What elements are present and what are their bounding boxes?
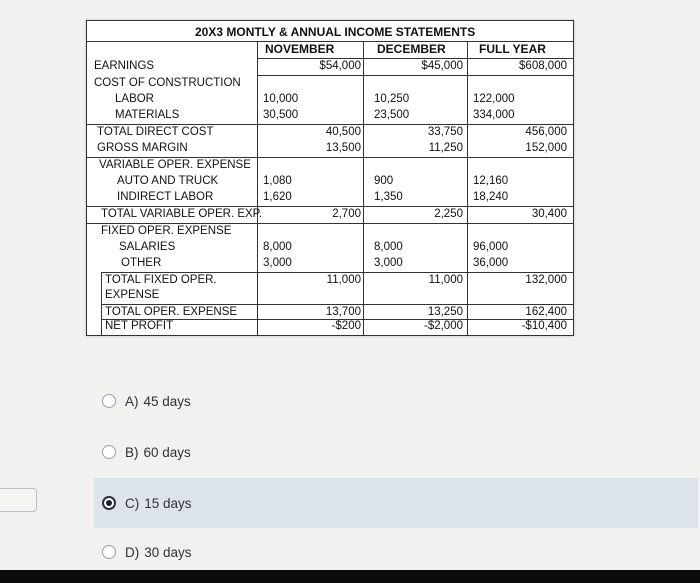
option-a-letter: A) [125,393,139,409]
row-label-labor: LABOR [115,93,154,105]
cell-other-dec: 3,000 [374,257,403,269]
cell-materials-year: 334,000 [473,109,515,121]
option-d-text: 30 days [144,544,192,560]
cell-auto-and-truck-nov: 1,080 [263,175,292,187]
cell-total-fixed-oper-year: 132,000 [525,274,567,286]
option-c[interactable] [102,488,192,518]
option-b-letter: B) [125,444,139,460]
row-label-indirect-labor: INDIRECT LABOR [117,191,214,203]
column-header-december: DECEMBER [377,42,446,56]
collapsed-panel-tab[interactable] [0,488,37,512]
cell-gross-margin-nov: 13,500 [325,142,361,154]
statement-title: 20X3 MONTLY & ANNUAL INCOME STATEMENTS [195,25,476,39]
radio-circle-icon[interactable] [102,394,116,408]
cell-gross-margin-year: 152,000 [525,142,567,154]
column-header-november: NOVEMBER [265,42,335,56]
row-label-other: OTHER [121,257,162,269]
cell-total-oper-expense-year: 162,400 [525,306,567,318]
cell-net-profit-nov: -$200 [331,320,361,332]
cell-other-year: 36,000 [473,257,509,269]
option-a[interactable] [102,386,191,416]
cell-total-direct-cost-dec: 33,750 [427,126,463,138]
option-c-text: 15 days [144,495,192,511]
cell-total-fixed-oper-dec: 11,000 [428,274,463,286]
cell-total-variable-oper-exp-nov: 2,700 [332,208,361,220]
radio-selected-icon[interactable] [102,496,116,510]
row-label-net-profit: NET PROFIT [105,320,174,332]
cell-total-direct-cost-year: 456,000 [525,126,567,138]
row-label-materials: MATERIALS [115,109,180,121]
option-b-text: 60 days [143,444,191,460]
cell-salaries-nov: 8,000 [263,241,292,253]
cell-labor-nov: 10,000 [263,93,299,105]
cell-indirect-labor-dec: 1,350 [374,191,403,203]
cell-other-nov: 3,000 [263,257,292,269]
cell-total-variable-oper-exp-year: 30,400 [531,208,567,220]
cell-net-profit-year: -$10,400 [521,320,567,332]
cell-total-oper-expense-nov: 13,700 [325,306,361,318]
cell-earnings-dec: $45,000 [421,60,463,72]
cell-materials-dec: 23,500 [374,109,410,121]
cell-salaries-dec: 8,000 [374,241,403,253]
cell-total-oper-expense-dec: 13,250 [427,306,463,318]
cell-earnings-nov: $54,000 [319,60,361,72]
option-b[interactable] [102,437,191,467]
row-label-total-oper-expense: TOTAL OPER. EXPENSE [105,306,238,318]
row-label-variable-oper-expense: VARIABLE OPER. EXPENSE [99,159,251,171]
cell-labor-dec: 10,250 [374,93,410,105]
cell-total-variable-oper-exp-dec: 2,250 [434,208,463,220]
cell-salaries-year: 96,000 [473,241,509,253]
cell-auto-and-truck-year: 12,160 [473,175,509,187]
cell-net-profit-dec: -$2,000 [423,320,463,332]
option-d-letter: D) [125,544,140,560]
income-statement-table [86,20,574,336]
row-label-cost-of-construction: COST OF CONSTRUCTION [94,77,241,89]
radio-circle-icon[interactable] [102,545,116,559]
bottom-bar [0,570,700,583]
row-label-auto-and-truck: AUTO AND TRUCK [117,175,219,187]
row-label-total-direct-cost: TOTAL DIRECT COST [97,126,214,138]
cell-total-direct-cost-nov: 40,500 [325,126,361,138]
cell-labor-year: 122,000 [473,93,515,105]
row-label-total-variable-oper-exp: TOTAL VARIABLE OPER. EXP. [101,208,263,220]
cell-earnings-year: $608,000 [519,60,567,72]
radio-circle-icon[interactable] [102,445,116,459]
column-header-full-year: FULL YEAR [479,42,546,56]
cell-materials-nov: 30,500 [263,109,299,121]
row-label-gross-margin: GROSS MARGIN [97,142,188,154]
row-label-total-fixed-oper-line2: EXPENSE [105,289,160,301]
option-c-letter: C) [125,495,140,511]
option-a-text: 45 days [143,393,191,409]
option-d[interactable] [102,537,192,567]
cell-indirect-labor-nov: 1,620 [263,191,292,203]
cell-indirect-labor-year: 18,240 [473,191,509,203]
cell-gross-margin-dec: 11,250 [428,142,463,154]
row-label-total-fixed-oper: TOTAL FIXED OPER. [105,274,217,286]
row-label-earnings: EARNINGS [94,60,155,72]
cell-auto-and-truck-dec: 900 [374,175,394,187]
row-label-fixed-oper-expense: FIXED OPER. EXPENSE [101,225,232,237]
cell-total-fixed-oper-nov: 11,000 [326,274,361,286]
row-label-salaries: SALARIES [119,241,176,253]
